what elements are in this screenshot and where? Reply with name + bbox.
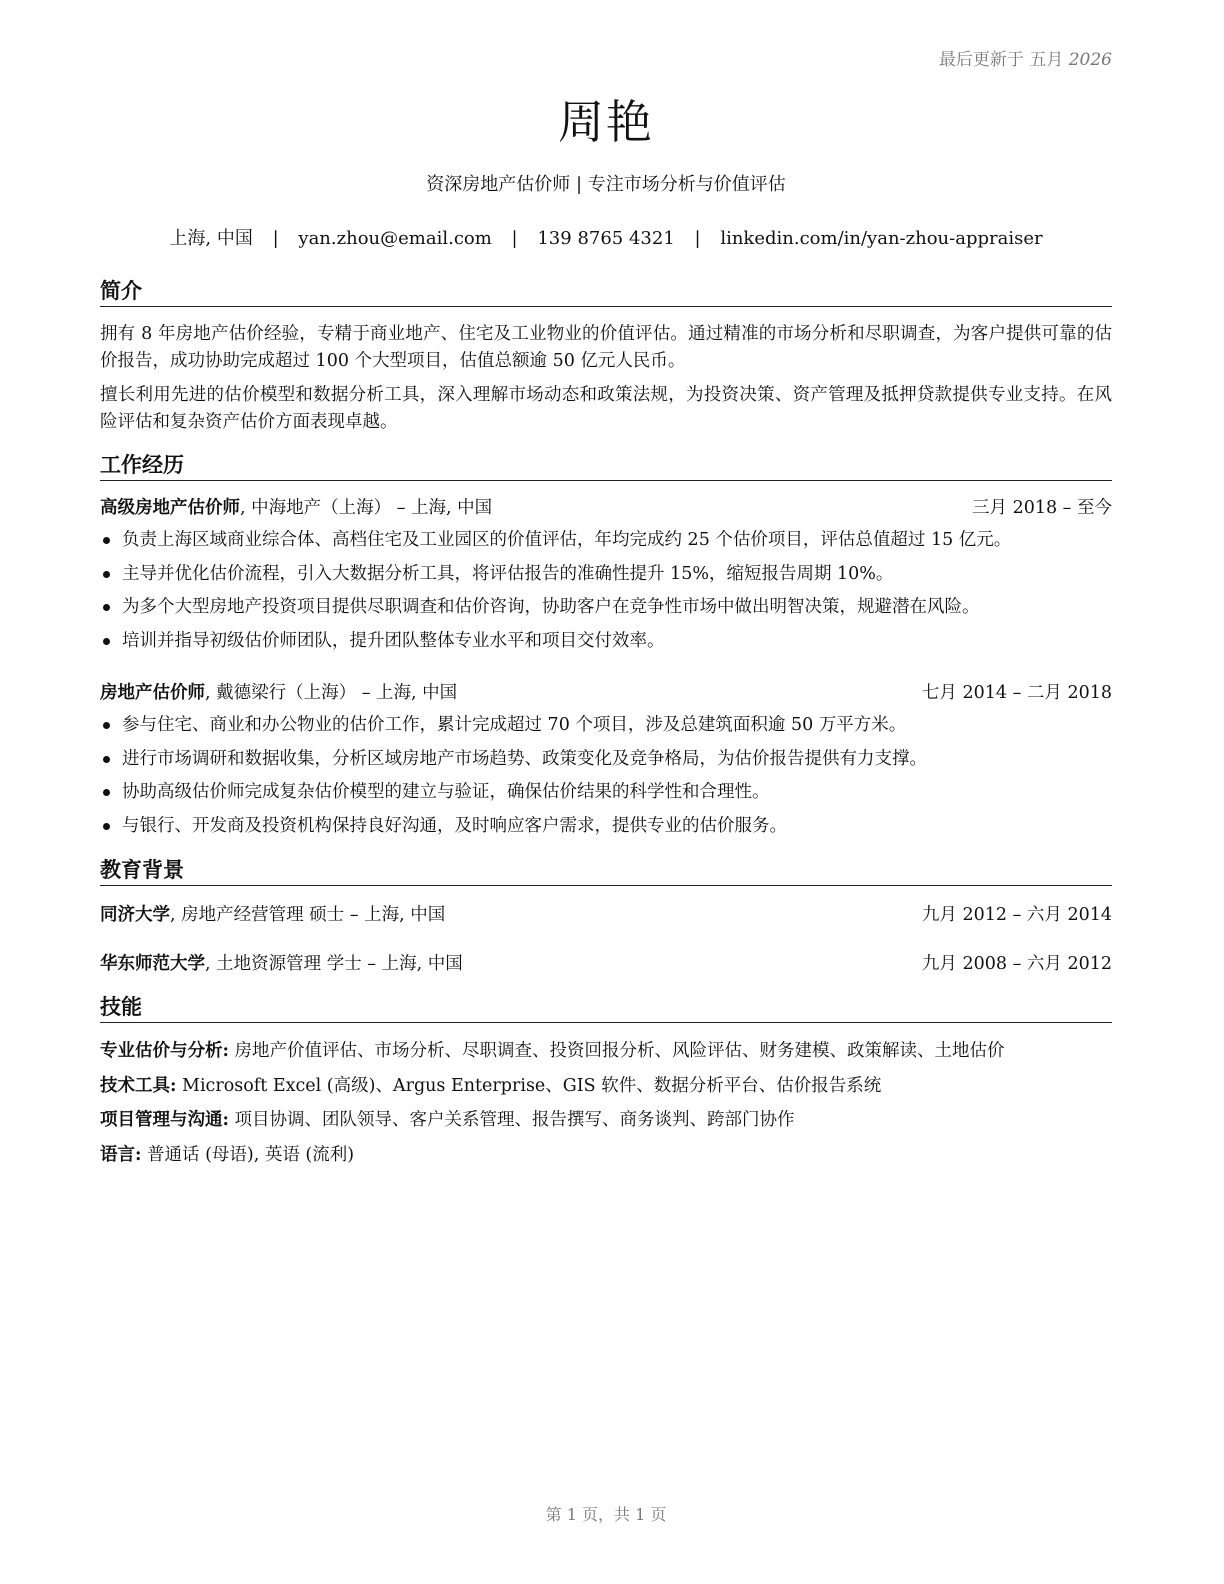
job-bullet: 进行市场调研和数据收集，分析区域房地产市场趋势、政策变化及竞争格局，为估价报告提供有力支撑。 [100, 747, 1112, 781]
contact-email[interactable]: yan.zhou@email.com [298, 228, 492, 249]
job-header [100, 681, 1112, 705]
education-dates: 九月 2012 – 六月 2014 [921, 905, 1112, 925]
section-title-experience: 工作经历 [100, 452, 1112, 481]
education-item [100, 903, 1112, 927]
skill-label: 技术工具: [100, 1076, 177, 1096]
skill-value: 项目协调、团队领导、客户关系管理、报告撰写、商务谈判、跨部门协作 [228, 1110, 795, 1130]
contact-line [100, 224, 1112, 250]
contact-separator: | [272, 228, 279, 249]
contact-phone: 139 8765 4321 [537, 228, 675, 249]
skill-row [100, 1108, 1112, 1132]
job-bullet: 负责上海区域商业综合体、高档住宅及工业园区的价值评估，年均完成约 25 个估价项目，评估总值超过 15 亿元。 [100, 528, 1112, 562]
summary-paragraph: 拥有 8 年房地产估价经验，专精于商业地产、住宅及工业物业的价值评估。通过精准的市场分析和尽职调查，为客户提供可靠的估价报告，成功协助完成超过 100 个大型项目，估值总额逾 50 亿元人民币。 [100, 324, 1112, 371]
job-role: 高级房地产估价师 [100, 498, 240, 518]
section-title-summary: 简介 [100, 278, 1112, 307]
page-number: 第 1 页，共 1 页 [545, 1505, 667, 1524]
skill-value: 房地产价值评估、市场分析、尽职调查、投资回报分析、风险评估、财务建模、政策解读、土地估价 [228, 1041, 1005, 1061]
education-item [100, 952, 1112, 976]
job-company: , 戴德梁行（上海） – 上海, 中国 [205, 683, 458, 703]
headline: 资深房地产估价师 | 专注市场分析与价值评估 [426, 174, 786, 195]
resume-page [100, 0, 1112, 1584]
education-dates: 九月 2008 – 六月 2012 [921, 954, 1112, 974]
education-school: 同济大学 [100, 905, 170, 925]
job-bullet: 与银行、开发商及投资机构保持良好沟通，及时响应客户需求，提供专业的估价服务。 [100, 814, 1112, 848]
job-bullets [100, 528, 1112, 662]
skill-value: 普通话 (母语), 英语 (流利) [141, 1145, 355, 1165]
job-bullet: 培训并指导初级估价师团队，提升团队整体专业水平和项目交付效率。 [100, 629, 1112, 663]
contact-location: 上海, 中国 [169, 228, 253, 249]
job-company: , 中海地产（上海） – 上海, 中国 [240, 498, 493, 518]
last-updated-year: 2026 [1068, 50, 1112, 70]
skill-row [100, 1039, 1112, 1063]
skill-label: 语言: [100, 1145, 142, 1165]
contact-linkedin-link[interactable]: linkedin.com/in/yan-zhou-appraiser [720, 228, 1043, 249]
job-header [100, 496, 1112, 520]
summary-paragraph: 擅长利用先进的估价模型和数据分析工具，深入理解市场动态和政策法规，为投资决策、资产管理及抵押贷款提供专业支持。在风险评估和复杂资产估价方面表现卓越。 [100, 385, 1112, 432]
job-dates: 七月 2014 – 二月 2018 [921, 683, 1112, 703]
skill-row [100, 1143, 1112, 1167]
skill-row [100, 1074, 1112, 1098]
job-bullet: 协助高级估价师完成复杂估价模型的建立与验证，确保估价结果的科学性和合理性。 [100, 780, 1112, 814]
last-updated-text: 最后更新于 五月 [938, 50, 1064, 70]
skill-label: 项目管理与沟通: [100, 1110, 229, 1130]
job-bullet: 为多个大型房地产投资项目提供尽职调查和估价咨询，协助客户在竞争性市场中做出明智决策，规避潜在风险。 [100, 595, 1112, 629]
education-school: 华东师范大学 [100, 954, 205, 974]
contact-separator: | [694, 228, 701, 249]
section-title-skills: 技能 [100, 994, 1112, 1023]
job-dates: 三月 2018 – 至今 [972, 498, 1112, 518]
skill-value: Microsoft Excel (高级)、Argus Enterprise、GIS 软件、数据分析平台、估价报告系统 [176, 1076, 882, 1096]
job-bullet: 参与住宅、商业和办公物业的估价工作，累计完成超过 70 个项目，涉及总建筑面积逾 50 万平方米。 [100, 713, 1112, 747]
job-bullets [100, 713, 1112, 847]
candidate-name: 周艳 [558, 95, 654, 149]
job-role: 房地产估价师 [100, 683, 205, 703]
education-detail: , 土地资源管理 学士 – 上海, 中国 [205, 954, 463, 974]
job-bullet: 主导并优化估价流程，引入大数据分析工具，将评估报告的准确性提升 15%，缩短报告周期 10%。 [100, 562, 1112, 596]
last-updated [939, 45, 1112, 70]
education-detail: , 房地产经营管理 硕士 – 上海, 中国 [170, 905, 446, 925]
contact-separator: | [511, 228, 518, 249]
section-title-education: 教育背景 [100, 857, 1112, 886]
skill-label: 专业估价与分析: [100, 1041, 229, 1061]
